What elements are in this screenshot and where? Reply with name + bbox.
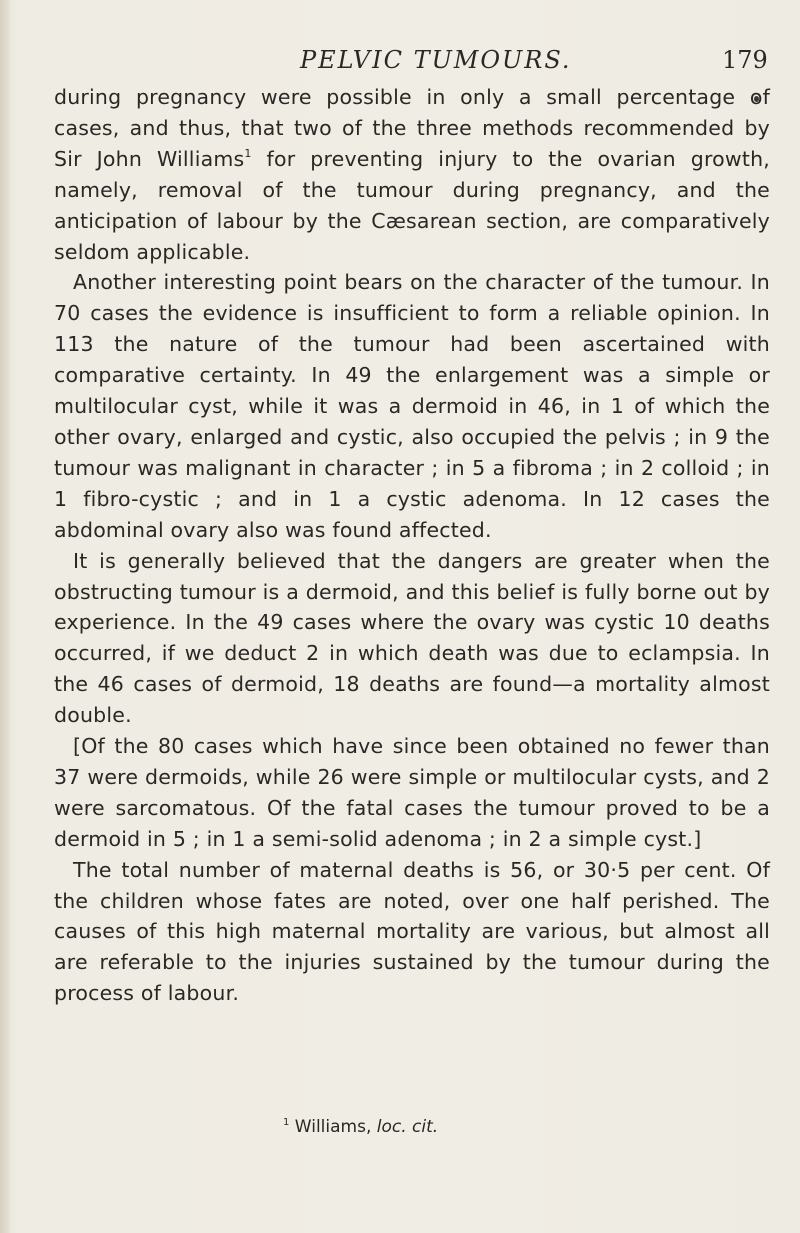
paragraph-5: The total number of maternal deaths is 56, or 30·5 per cent. Of the children whose fates are noted, over one half perished. The causes of this high maternal mortality are various, but almost all are referable to the injuries sustained by the tumour during the process of labour. [54,857,770,1006]
binding-edge [0,0,10,1233]
running-title: PELVIC TUMOURS. [300,46,572,74]
paragraph-1 [54,82,770,267]
paragraph-1-text: during pregnancy were possible in only a small percentage of cases, and thus, that two of the three methods recommended by Sir John Williams [54,85,770,171]
footnote-citation: loc. cit. [376,1117,439,1137]
paragraph-4: [Of the 80 cases which have since been obtained no fewer than 37 were dermoids, while 26 were simple or multilocular cysts, and 2 were sarcomatous. Of the fatal cases the tumour proved to be a dermoid in 5 ; in 1 a semi-solid adenoma ; in 2 a simple cyst.] [54,734,770,851]
page-number: 179 [722,46,768,74]
paragraph-3: It is generally believed that the dangers are greater when the obstructing tumour is a dermoid, and this belief is fully borne out by experience. In the 49 cases where the ovary was cystic 10 deaths occurred, if we deduct 2 in which death was due to eclampsia. In the 46 cases of dermoid, 18 deaths are found—a mortality almost double. [54,548,770,728]
body-text [54,82,770,1009]
footnote [283,1117,438,1137]
footnote-reference: 1 [244,146,252,160]
paragraph-2: Another interesting point bears on the character of the tumour. In 70 cases the evidence is insufficient to form a reliable opinion. In 113 the nature of the tumour had been ascertained with comparative certainty. In 49 the enlargement was a simple or multilocular cyst, while it was a dermoid in 46, in 1 of which the other ovary, enlarged and cystic, also occupied the pelvis ; in 9 the tumour was malignant in character ; in 5 a fibroma ; in 2 colloid ; in 1 fibro-cystic ; and in 1 a cystic adenoma. In 12 cases the abdominal ovary also was found affected. [54,270,770,542]
footnote-author: Williams, [294,1117,377,1137]
paragraph-1-text-cont: for preventing injury to the ovarian growth, namely, removal of the tumour during pregnancy, and the anticipation of labour by the Cæsarean section, are comparatively seldom applicable. [54,146,770,264]
footnote-marker: 1 [283,1117,290,1128]
